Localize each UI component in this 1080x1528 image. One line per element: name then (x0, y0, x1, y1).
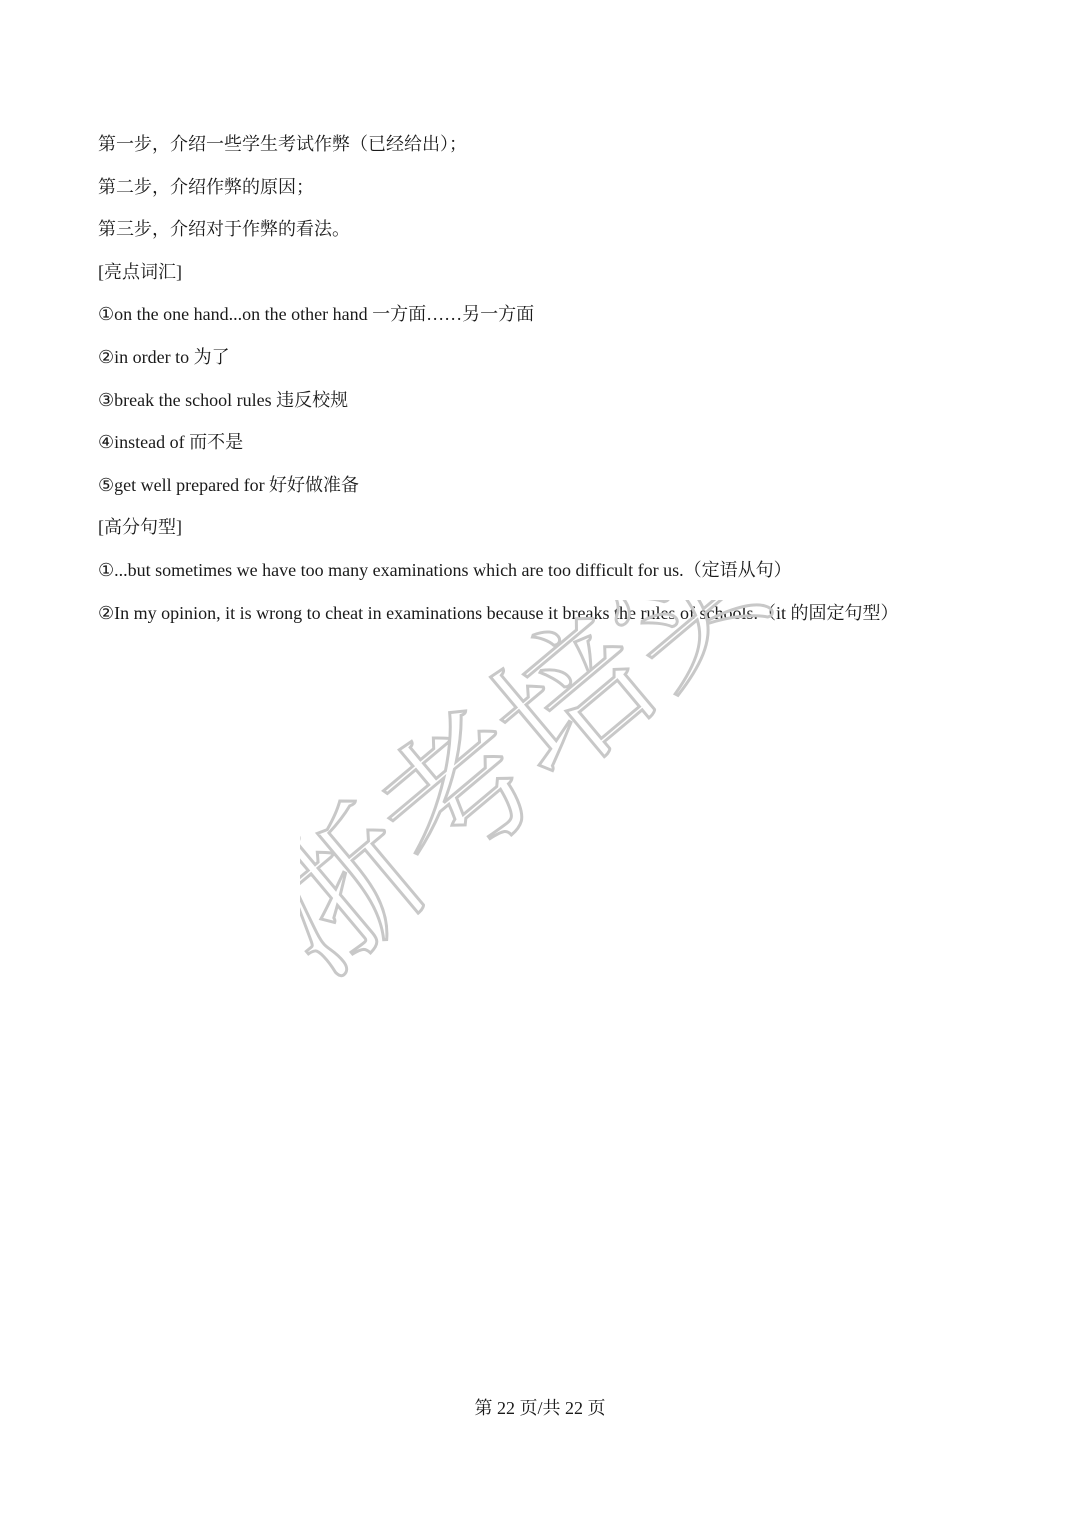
vocabulary-item: ⑤get well prepared for 好好做准备 (98, 474, 360, 495)
sentence-pattern-heading: [高分句型] (98, 517, 182, 538)
vocabulary-heading: [亮点词汇] (98, 261, 182, 282)
vocabulary-item: ③break the school rules 违反校规 (98, 389, 349, 410)
watermark-text: 浙考培实 (300, 600, 803, 1008)
sentence-pattern-item: ②In my opinion, it is wrong to cheat in examinations because it breaks the rules of schools.（it 的固定句型） (98, 602, 899, 623)
step-one-line: 第一步，介绍一些学生考试作弊（已经给出）； (98, 134, 467, 154)
watermark (300, 600, 820, 1020)
page-footer: 第 22 页/共 22 页 (474, 1398, 606, 1418)
vocabulary-item: ①on the one hand...on the other hand 一方面……另一方面 (98, 304, 535, 325)
vocabulary-item: ②in order to 为了 (98, 346, 230, 367)
step-three-line: 第三步，介绍对于作弊的看法。 (98, 219, 350, 240)
step-two-line: 第二步，介绍作弊的原因； (98, 176, 314, 197)
vocabulary-item: ④instead of 而不是 (98, 432, 244, 453)
document-body (98, 126, 998, 637)
sentence-pattern-item: ①...but sometimes we have too many examinations which are too difficult for us.（定语从句） (98, 559, 792, 580)
